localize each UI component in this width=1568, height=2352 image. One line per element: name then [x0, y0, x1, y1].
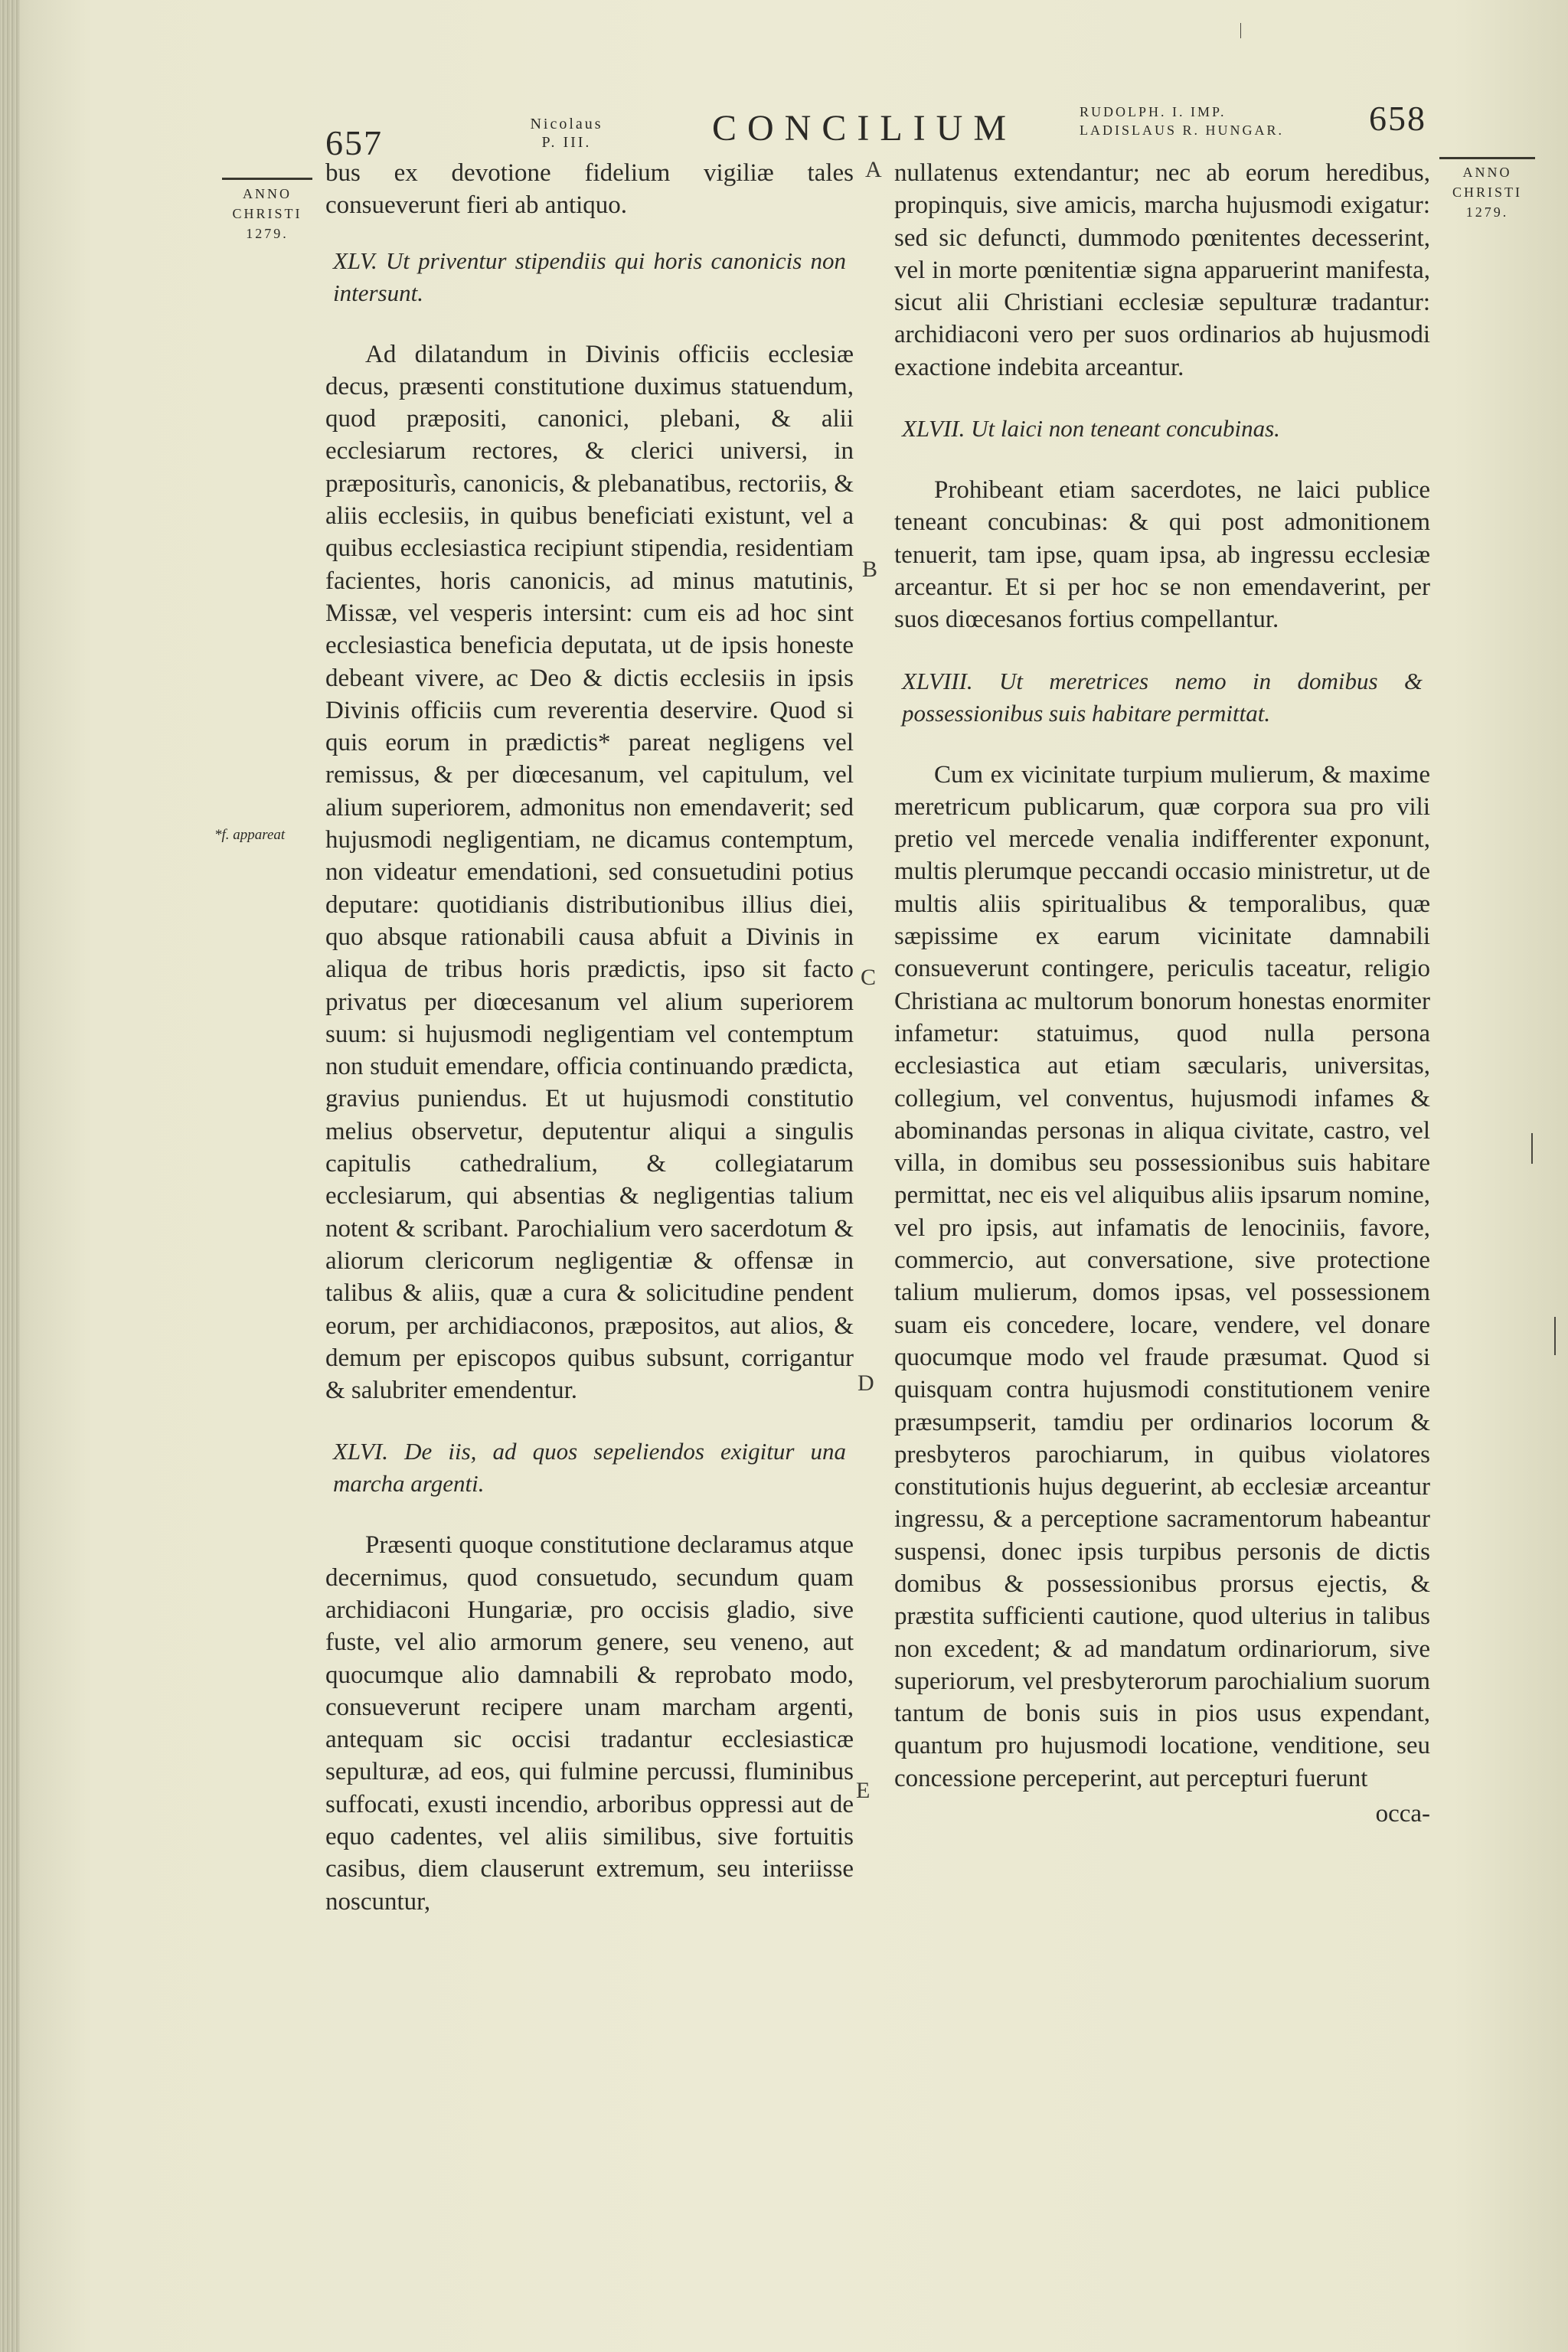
margin-rule-right — [1439, 157, 1535, 159]
edge-mark — [1240, 23, 1241, 38]
left-pope-line1: Nicolaus — [530, 116, 603, 132]
right-ruler-line2: LADISLAUS R. HUNGAR. — [1080, 122, 1285, 138]
right-christi: CHRISTI — [1452, 185, 1522, 200]
gutter-letter-a: A — [865, 157, 882, 182]
left-christi: CHRISTI — [232, 206, 302, 221]
gutter-letter-d: D — [858, 1370, 874, 1396]
running-title: CONCILIUM — [712, 108, 1017, 149]
left-column — [325, 157, 854, 1918]
right-year: 1279. — [1465, 204, 1509, 220]
right-ruler-line1: RUDOLPH. I. IMP. — [1080, 104, 1227, 119]
paragraph-xlv: Ad dilatandum in Divinis officiis ecclesiæ decus, præsenti constitutione duximus statuendum, quod præpositi, canonici, plebani, & alii ecclesiarum rectores, & clerici universi, in præpositurìs, canonicis, & plebanatibus, rectoriis, & aliis ecclesiis, in quibus beneficiati existunt, vel a quibus ecclesiastica recipiunt stipendia, residentiam facientes, horis canonicis, ad minus matutinis, Missæ, vel vesperis intersint: cum eis ad hoc sint ecclesiastica beneficia deputata, ut de ipsis honeste debeant vivere, ac Deo & dictis ecclesiis in ipsis Divinis officiis cum reverentia deservire. Quod si quis eorum in prædictis* pareat negligens vel remissus, & per diœcesanum, vel capitulum, vel alium superiorem, admonitus non emendaverit; sed hujusmodi negligentiam, ne dicamus contemptum, non videatur emendationi, sed consuetudini potius deputare: quotidianis distributionibus illius diei, quo absque rationabili causa abfuit a Divinis in aliqua de tribus horis prædictis, ipso sit facto privatus per diœcesanum vel alium superiorem suum: si hujusmodi negligentiam vel contemptum non studuit emendare, officia continuando prædicta, gravius puniendus. Et ut hujusmodi constitutio melius observetur, deputentur aliqui a singulis capitulis cathedralium, & collegiatarum ecclesiarum, qui absentias & negligentias talium notent & scribant. Parochialium vero sacerdotum & aliorum clericorum negligentiæ & offensæ in talibus & aliis, quæ a cura & solicitudine pendent eorum, per archidiaconos, præpositos, aut alios, & demum per episcopos quibus subsunt, corrigantur & salubriter emendentur. — [325, 340, 854, 1405]
right-column — [894, 157, 1430, 1830]
margin-rule-left — [222, 178, 312, 180]
paragraph-xlvi: Præsenti quoque constitutione declaramus atque decernimus, quod consuetudo, secundum quam archidiaconi Hungariæ, pro occisis gladio, sive fuste, vel alio armorum genere, seu veneno, aut quocumque alio damnabili & reprobato modo, consueverunt recipere unam marcham argenti, antequam sic occisi tradantur ecclesiasticæ sepulturæ, ad eos, qui fulmine percussi, fluminibus suffocati, exusti incendio, arboribus oppressi aut de equo cadentes, vel aliis similibus, sive fortuitis casibus, diem clauserunt extremum, seu interiisse noscuntur, — [325, 1531, 854, 1916]
edge-mark — [1531, 1133, 1533, 1164]
left-pope-line2: P. III. — [541, 134, 592, 151]
heading-xlvii: XLVII. Ut laici non teneant concubinas. — [902, 415, 1280, 443]
right-ruler-heading — [1080, 103, 1284, 139]
right-anno: ANNO — [1462, 165, 1512, 180]
left-pope-heading — [521, 115, 612, 152]
edge-mark — [1554, 1317, 1556, 1355]
sidenote-appareat: *f. appareat — [214, 827, 286, 843]
gutter-letter-b: B — [862, 557, 878, 582]
page-edge — [0, 0, 20, 2352]
heading-xlviii: XLVIII. Ut meretrices nemo in domibus & possessionibus suis habitare permittat. — [902, 667, 1423, 727]
left-page-number: 657 — [325, 123, 383, 162]
left-opening: bus ex devotione fidelium vigiliæ tales consueverunt fieri ab antiquo. — [325, 159, 854, 220]
heading-xlv: XLV. Ut priventur stipendiis qui horis canonicis non intersunt. — [333, 247, 846, 306]
paragraph-xlvii: Prohibeant etiam sacerdotes, ne laici publice teneant concubinas: & qui post admonitionem tenuerit, tam ipse, quam ipsa, ab ingressu ecclesiæ arceantur. Et si per hoc se non emendaverint, per suos diœcesanos fortius compellantur. — [894, 476, 1430, 634]
heading-xlvi: XLVI. De iis, ad quos sepeliendos exigitur una marcha argenti. — [333, 1438, 846, 1498]
gutter-letter-c: C — [861, 965, 877, 990]
paragraph-xlviii: Cum ex vicinitate turpium mulierum, & maxime meretricum publicarum, quæ corpora sua pro vili pretio vel mercede venalia indifferenter exponunt, multis plerumque peccandi occasio ministretur, ut de multis aliis spiritualibus & temporalibus, quæ sæpissime ex earum vicinitate damnabili consueverunt contingere, periculis taceatur, religio Christiana ac multorum bonorum honestas enormiter infametur: statuimus, quod nulla persona ecclesiastica aut etiam sæcularis, universitas, collegium, vel conventus, hujusmodi infames & abominandas personas in aliqua civitate, castro, vel villa, in domibus seu possessionibus suis habitare permittat, nec eis vel aliquibus aliis ipsarum nomine, vel pro ipsis, aut infamatis de lenociniis, favore, commercio, aut conversatione, sive protectione talium mulierum, domos ipsas, vel possessionem suam eis concedere, locare, vendere, vel donare quocumque modo vel fraude præsumat. Quod si quisquam contra hujusmodi constitutionem venire præsumpserit, tamdiu per ordinarios locorum & presbyteros parochiarum, in quibus violatores constitutionis hujus deguerint, ab ecclesiæ arceantur ingressu, & a perceptione sacramentorum habeantur suspensi, donec ipsis turpibus personis de dictis domibus & possessionibus prorsus ejectis, & præstita sufficienti cautione, quod ulterius in talibus non excedent; & ad mandatum ordinariorum, sive superiorum, vel presbyterorum parochialium suorum tantum de bonis suis in pios usus expendant, quantum pro hujusmodi locatione, venditione, seu concessione perceperint, aut percepturi fuerunt — [894, 760, 1430, 1792]
gutter-letter-e: E — [856, 1778, 871, 1803]
left-year: 1279. — [246, 226, 289, 241]
right-page-number: 658 — [1369, 99, 1426, 138]
catchword: occa- — [1375, 1800, 1430, 1828]
left-anno: ANNO — [243, 186, 292, 201]
right-opening: nullatenus extendantur; nec ab eorum heredibus, propinquis, sive amicis, marcha hujusmodi exigatur: sed sic defuncti, dummodo pœnitentes decesserint, vel in morte pœnitentiæ signa apparuerint manifesta, sicut alii Christiani ecclesiæ sepulturæ tradantur: archidiaconi vero per suos ordinarios ab hujusmodi exactione indebita arceantur. — [894, 159, 1430, 381]
right-margin-date — [1439, 162, 1535, 222]
left-margin-date — [222, 184, 312, 243]
